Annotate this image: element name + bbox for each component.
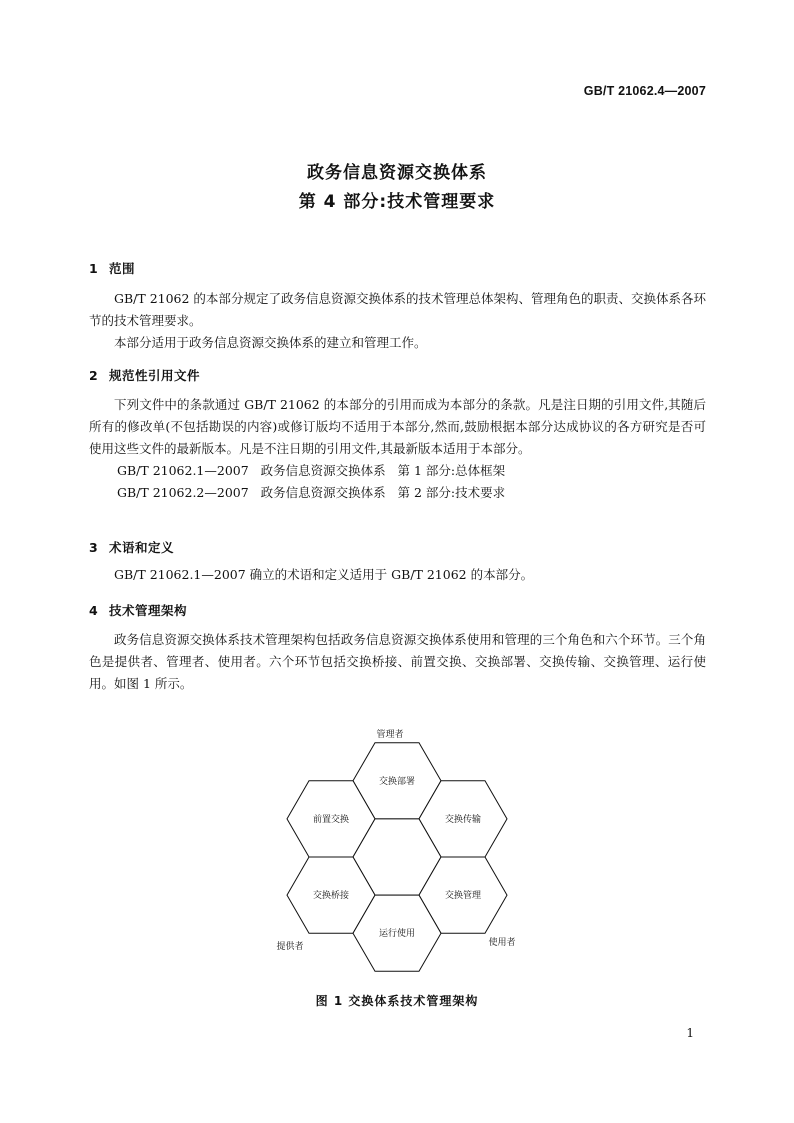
- hexagon-label-upper-right: 交换传输: [444, 814, 482, 825]
- section-terms: [89, 538, 706, 556]
- section-terms-body: [89, 564, 706, 586]
- paragraph: 本部分适用于政务信息资源交换体系的建立和管理工作。: [114, 335, 427, 350]
- paragraph: 政务信息资源交换体系技术管理架构包括政务信息资源交换体系使用和管理的三个角色和六个环节。三个角色是提供者、管理者、使用者。六个环节包括交换桥接、前置交换、交换部署、交换传输、交换管理、运行使用。如图 1 所示。: [89, 632, 706, 691]
- section-heading: 1 范围: [89, 261, 136, 276]
- paragraph: GB/T 21062 的本部分规定了政务信息资源交换体系的技术管理总体架构、管理角色的职责、交换体系各环节的技术管理要求。: [89, 291, 706, 328]
- role-manager: 管理者: [376, 730, 404, 740]
- paragraph: GB/T 21062.1—2007 确立的术语和定义适用于 GB/T 21062 的本部分。: [114, 567, 534, 582]
- section-heading: 4 技术管理架构: [89, 603, 188, 618]
- document-subtitle: 第 4 部分:技术管理要求: [298, 192, 496, 212]
- section-architecture-body: [89, 629, 706, 695]
- section-heading: 2 规范性引用文件: [89, 368, 201, 383]
- role-user: 使用者: [488, 938, 516, 948]
- section-scope: [89, 259, 706, 277]
- page-number: 1: [686, 1026, 694, 1040]
- hexagon-label-top: 交换部署: [378, 776, 416, 787]
- section-scope-body: [89, 288, 706, 354]
- figure-caption: 图 1 交换体系技术管理架构: [315, 994, 479, 1008]
- paragraph: 下列文件中的条款通过 GB/T 21062 的本部分的引用而成为本部分的条款。凡是注日期的引用文件,其随后所有的修改单(不包括勘误的内容)或修订版均不适用于本部分,然而,鼓励根据本部分达成协议的各方研究是否可使用这些文件的最新版本。凡是不注日期的引用文件,其最新版本适用于本部分。: [89, 397, 706, 456]
- hexagon-label-bottom: 运行使用: [378, 929, 416, 940]
- section-normative-references: [89, 366, 706, 384]
- hexagon-label-lower-right: 交换管理: [444, 891, 482, 902]
- hexagon-label-lower-left: 交换桥接: [312, 891, 350, 902]
- section-normative-references-body: [89, 394, 706, 504]
- role-provider: 提供者: [276, 942, 304, 952]
- section-architecture: [89, 601, 706, 619]
- hexagon-diagram: [262, 720, 532, 980]
- section-heading: 3 术语和定义: [89, 540, 175, 555]
- architecture-figure: [262, 720, 532, 980]
- reference-item: GB/T 21062.2—2007 政务信息资源交换体系 第 2 部分:技术要求: [117, 485, 506, 500]
- reference-item: GB/T 21062.1—2007 政务信息资源交换体系 第 1 部分:总体框架: [117, 463, 506, 478]
- hexagon-label-upper-left: 前置交换: [312, 814, 350, 825]
- document-title: 政务信息资源交换体系: [307, 163, 487, 183]
- standard-code: GB/T 21062.4—2007: [583, 84, 706, 98]
